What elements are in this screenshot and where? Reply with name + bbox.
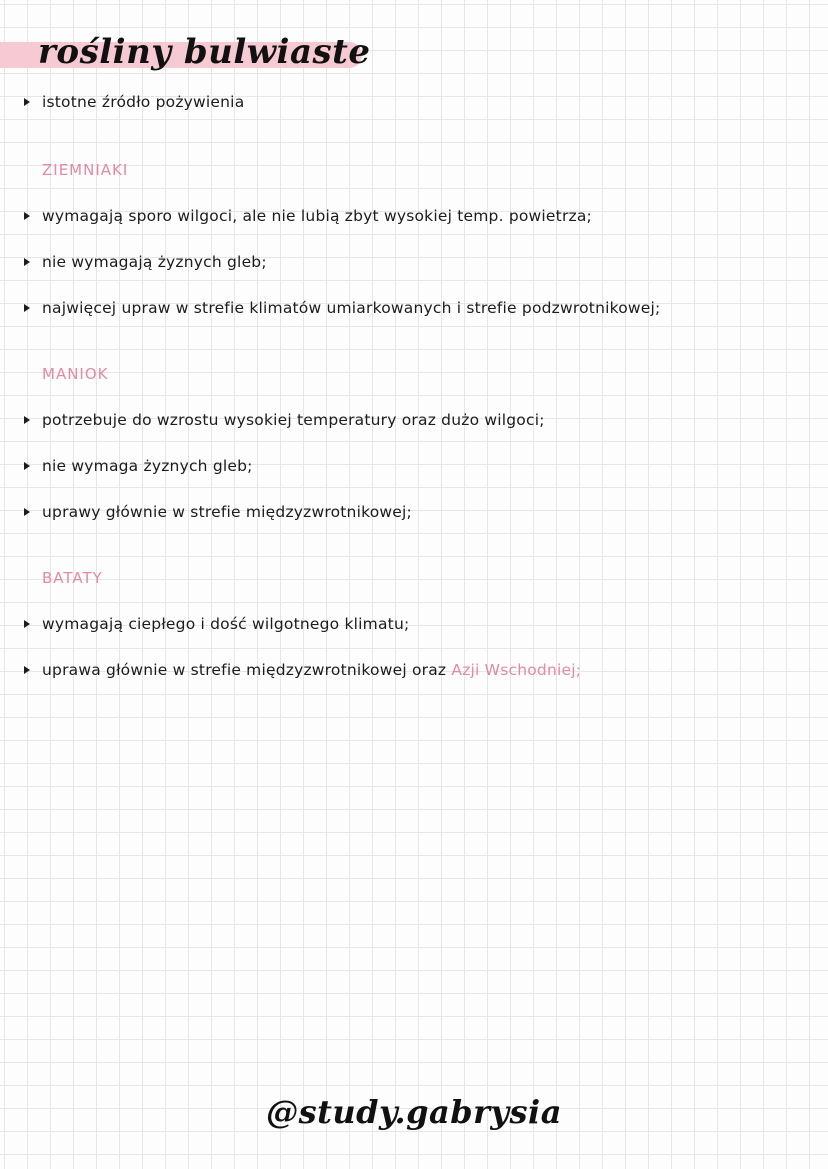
section-heading-ziemniaki: ZIEMNIAKI — [42, 161, 129, 179]
list-item-text: potrzebuje do wzrostu wysokiej temperatury oraz dużo wilgoci; — [42, 411, 545, 429]
triangle-bullet-icon — [24, 508, 30, 516]
triangle-bullet-icon — [24, 666, 30, 674]
intro-text: istotne źródło pożywienia — [42, 93, 245, 111]
triangle-bullet-icon — [24, 416, 30, 424]
list-item — [24, 452, 253, 480]
section-heading-maniok: MANIOK — [42, 365, 109, 383]
list-item-text: nie wymaga żyznych gleb; — [42, 457, 253, 475]
intro-item — [24, 88, 244, 116]
list-item — [24, 656, 581, 684]
page-title: rośliny bulwiaste — [38, 32, 371, 72]
list-item-text: najwięcej upraw w strefie klimatów umiarkowanych i strefie podzwrotnikowej; — [42, 299, 661, 317]
section-heading-bataty: BATATY — [42, 569, 103, 587]
list-item-text — [42, 661, 581, 679]
triangle-bullet-icon — [24, 304, 30, 312]
list-item — [24, 202, 592, 230]
triangle-bullet-icon — [24, 462, 30, 470]
accent-text: Azji Wschodniej — [451, 661, 576, 679]
list-item — [24, 406, 545, 434]
triangle-bullet-icon — [24, 620, 30, 628]
list-item-text: wymagają sporo wilgoci, ale nie lubią zbyt wysokiej temp. powietrza; — [42, 207, 592, 225]
footer-handle: @study.gabrysia — [266, 1093, 562, 1131]
list-item — [24, 248, 267, 276]
triangle-bullet-icon — [24, 212, 30, 220]
accent-tail: ; — [575, 661, 582, 679]
triangle-bullet-icon — [24, 258, 30, 266]
list-item-text: wymagają ciepłego i dość wilgotnego klimatu; — [42, 615, 410, 633]
list-item-text: uprawy głównie w strefie międzyzwrotnikowej; — [42, 503, 412, 521]
list-item — [24, 610, 409, 638]
list-item-text-main: uprawa głównie w strefie międzyzwrotnikowej oraz — [42, 661, 452, 679]
list-item — [24, 498, 412, 526]
list-item — [24, 294, 660, 322]
triangle-bullet-icon — [24, 98, 30, 106]
list-item-text: nie wymagają żyznych gleb; — [42, 253, 267, 271]
